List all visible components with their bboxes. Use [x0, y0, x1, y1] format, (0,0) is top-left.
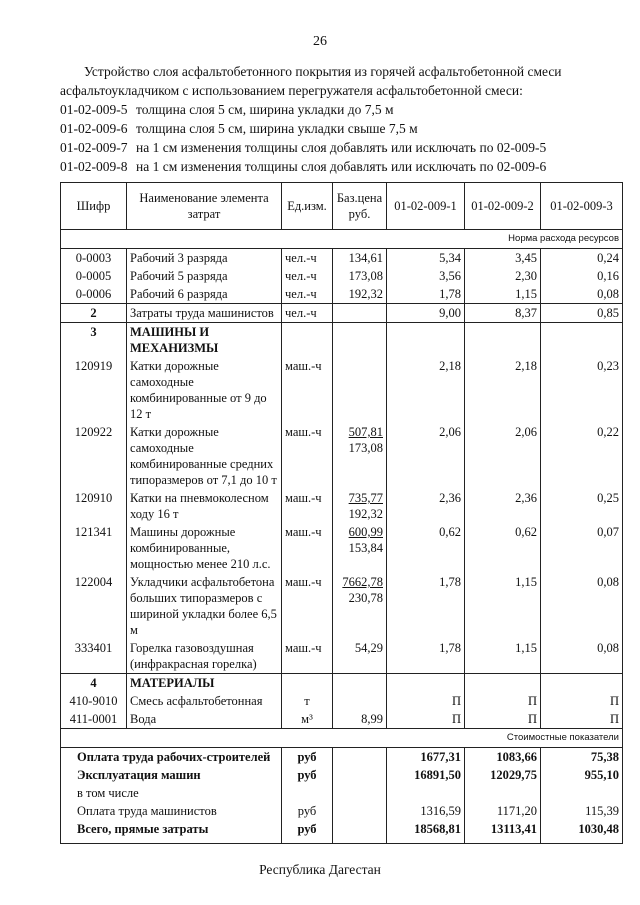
- cell-unit: маш.-ч: [282, 357, 333, 423]
- cell-code: 122004: [61, 573, 127, 639]
- cell-unit: м³: [282, 710, 333, 729]
- cell-code: 333401: [61, 639, 127, 674]
- total-c3: 75,38: [541, 748, 623, 767]
- total-row: [61, 766, 623, 784]
- cell-c2: 8,37: [465, 304, 541, 323]
- cell-unit: маш.-ч: [282, 489, 333, 523]
- cell-price: [333, 304, 387, 323]
- total-row: [61, 748, 623, 767]
- cell-c3: 0,23: [541, 357, 623, 423]
- cell-unit: чел.-ч: [282, 304, 333, 323]
- cell-name: Катки дорожные самоходные комбинированные средних типоразмеров от 7,1 до 10 т: [127, 423, 282, 489]
- header-c2: 01-02-009-2: [465, 183, 541, 230]
- cell-c2: 1,15: [465, 639, 541, 674]
- cell-name: МАШИНЫ И МЕХАНИЗМЫ: [127, 323, 282, 358]
- total-c1: 18568,81: [387, 820, 465, 844]
- header-name: Наименование элемента затрат: [127, 183, 282, 230]
- total-label: Оплата труда машинистов: [61, 802, 282, 820]
- total-c2: [465, 784, 541, 802]
- cell-c2: 3,45: [465, 249, 541, 268]
- total-unit: руб: [282, 766, 333, 784]
- cell-c3: 0,07: [541, 523, 623, 573]
- cell-code: 411-0001: [61, 710, 127, 729]
- total-row: [61, 820, 623, 844]
- page-number: 26: [313, 34, 327, 49]
- table-row: [61, 489, 623, 523]
- cell-c2: 2,30: [465, 267, 541, 285]
- cell-c3: 0,08: [541, 639, 623, 674]
- cell-name: МАТЕРИАЛЫ: [127, 674, 282, 693]
- cell-unit: т: [282, 692, 333, 710]
- cell-price: 192,32: [333, 285, 387, 304]
- cell-name: Катки на пневмоколесном ходу 16 т: [127, 489, 282, 523]
- total-c2: 1171,20: [465, 802, 541, 820]
- cell-c2: 2,06: [465, 423, 541, 489]
- total-c2: 12029,75: [465, 766, 541, 784]
- cell-c1: 2,06: [387, 423, 465, 489]
- code-item: [60, 119, 620, 138]
- cell-name: Рабочий 6 разряда: [127, 285, 282, 304]
- table-row: [61, 267, 623, 285]
- heading-line-1: Устройство слоя асфальтобетонного покрытия из горячей асфальтобетонной смеси: [84, 64, 562, 79]
- code-item: [60, 157, 620, 176]
- header-c1: 01-02-009-1: [387, 183, 465, 230]
- cell-code: 3: [61, 323, 127, 358]
- code-label: 01-02-009-6: [60, 121, 128, 136]
- cell-code: 0-0003: [61, 249, 127, 268]
- cell-name: Катки дорожные самоходные комбинированные от 9 до 12 т: [127, 357, 282, 423]
- total-unit: [282, 784, 333, 802]
- total-c3: [541, 784, 623, 802]
- table-row: [61, 285, 623, 304]
- header-code: Шифр: [61, 183, 127, 230]
- cell-code: 120919: [61, 357, 127, 423]
- cell-unit: маш.-ч: [282, 639, 333, 674]
- cell-price: [333, 357, 387, 423]
- cell-unit: чел.-ч: [282, 285, 333, 304]
- cell-c3: 0,25: [541, 489, 623, 523]
- total-unit: руб: [282, 820, 333, 844]
- cell-price: 600,99 153,84: [333, 523, 387, 573]
- norm-banner: Норма расхода ресурсов: [61, 230, 623, 249]
- code-label: 01-02-009-7: [60, 140, 128, 155]
- cell-c1: 2,36: [387, 489, 465, 523]
- code-label: 01-02-009-5: [60, 102, 128, 117]
- cell-c3: 0,85: [541, 304, 623, 323]
- cell-c1: 9,00: [387, 304, 465, 323]
- table-row: [61, 710, 623, 729]
- table-row: [61, 573, 623, 639]
- cell-code: 4: [61, 674, 127, 693]
- resource-table: [60, 182, 623, 844]
- cell-name: Укладчики асфальтобетона больших типоразмеров с шириной укладки более 6,5 м: [127, 573, 282, 639]
- code-label: 01-02-009-8: [60, 159, 128, 174]
- total-c3: 955,10: [541, 766, 623, 784]
- cell-c3: 0,08: [541, 285, 623, 304]
- cell-code: 410-9010: [61, 692, 127, 710]
- total-label: в том числе: [61, 784, 282, 802]
- code-text: на 1 см изменения толщины слоя добавлять или исключать по 02-009-6: [136, 159, 547, 174]
- cell-c3: 0,22: [541, 423, 623, 489]
- cell-c1: 1,78: [387, 285, 465, 304]
- total-c1: [387, 784, 465, 802]
- cell-c3: 0,24: [541, 249, 623, 268]
- table-row: [61, 423, 623, 489]
- cell-c2: 1,15: [465, 573, 541, 639]
- heading-line-2: асфальтоукладчиком с использованием перегружателя асфальтобетонной смеси:: [60, 83, 523, 98]
- code-text: на 1 см изменения толщины слоя добавлять или исключать по 02-009-5: [136, 140, 547, 155]
- cell-c2: 1,15: [465, 285, 541, 304]
- cell-c1: П: [387, 692, 465, 710]
- section-4-row: [61, 674, 623, 693]
- cell-unit: маш.-ч: [282, 573, 333, 639]
- section-3-row: [61, 323, 623, 358]
- total-row: [61, 784, 623, 802]
- header-c3: 01-02-009-3: [541, 183, 623, 230]
- total-c1: 1316,59: [387, 802, 465, 820]
- cell-code: 120922: [61, 423, 127, 489]
- code-text: толщина слоя 5 см, ширина укладки свыше 7,5 м: [136, 121, 418, 136]
- cell-price: 173,08: [333, 267, 387, 285]
- code-item: [60, 138, 620, 157]
- cell-name: Рабочий 3 разряда: [127, 249, 282, 268]
- cell-price: [333, 692, 387, 710]
- total-label: Всего, прямые затраты: [61, 820, 282, 844]
- table-row: [61, 692, 623, 710]
- code-item: [60, 100, 620, 119]
- cell-code: 121341: [61, 523, 127, 573]
- norm-banner-row: [61, 230, 623, 249]
- cell-name: Вода: [127, 710, 282, 729]
- cell-c2: П: [465, 710, 541, 729]
- header-unit: Ед.изм.: [282, 183, 333, 230]
- cell-c1: 1,78: [387, 573, 465, 639]
- cell-c2: П: [465, 692, 541, 710]
- total-c3: 1030,48: [541, 820, 623, 844]
- table-row: [61, 523, 623, 573]
- section-2-row: [61, 304, 623, 323]
- total-label: Оплата труда рабочих-строителей: [61, 748, 282, 767]
- cell-price: 54,29: [333, 639, 387, 674]
- cost-banner: Стоимостные показатели: [61, 729, 623, 748]
- table-row: [61, 357, 623, 423]
- cell-c1: П: [387, 710, 465, 729]
- code-text: толщина слоя 5 см, ширина укладки до 7,5 м: [136, 102, 394, 117]
- cell-code: 120910: [61, 489, 127, 523]
- cell-c3: 0,16: [541, 267, 623, 285]
- cell-c2: 2,36: [465, 489, 541, 523]
- cell-price: 134,61: [333, 249, 387, 268]
- cell-name: Машины дорожные комбинированные, мощностью менее 210 л.с.: [127, 523, 282, 573]
- table-row: [61, 639, 623, 674]
- total-c2: 13113,41: [465, 820, 541, 844]
- cell-code: 0-0005: [61, 267, 127, 285]
- cell-price: 8,99: [333, 710, 387, 729]
- cell-code: 2: [61, 304, 127, 323]
- cell-price: 735,77 192,32: [333, 489, 387, 523]
- cell-name: Смесь асфальтобетонная: [127, 692, 282, 710]
- total-c3: 115,39: [541, 802, 623, 820]
- cell-c1: 0,62: [387, 523, 465, 573]
- total-unit: руб: [282, 802, 333, 820]
- cell-name: Затраты труда машинистов: [127, 304, 282, 323]
- cell-c2: 0,62: [465, 523, 541, 573]
- cell-unit: маш.-ч: [282, 423, 333, 489]
- cell-c3: П: [541, 692, 623, 710]
- cell-c1: 1,78: [387, 639, 465, 674]
- cell-code: 0-0006: [61, 285, 127, 304]
- cell-price: 507,81 173,08: [333, 423, 387, 489]
- footer-region: Республика Дагестан: [259, 862, 381, 877]
- total-c1: 16891,50: [387, 766, 465, 784]
- cell-price: 7662,78 230,78: [333, 573, 387, 639]
- total-label: Эксплуатация машин: [61, 766, 282, 784]
- header-price: Баз.цена руб.: [333, 183, 387, 230]
- total-row: [61, 802, 623, 820]
- table-row: [61, 249, 623, 268]
- code-list: [60, 100, 620, 176]
- cell-c2: 2,18: [465, 357, 541, 423]
- cost-banner-row: [61, 729, 623, 748]
- table-header-row: [61, 183, 623, 230]
- cell-name: Горелка газовоздушная (инфракрасная горелка): [127, 639, 282, 674]
- total-unit: руб: [282, 748, 333, 767]
- total-c1: 1677,31: [387, 748, 465, 767]
- document-heading: [60, 62, 600, 100]
- cell-c3: 0,08: [541, 573, 623, 639]
- cell-unit: чел.-ч: [282, 267, 333, 285]
- cell-unit: чел.-ч: [282, 249, 333, 268]
- cell-name: Рабочий 5 разряда: [127, 267, 282, 285]
- cell-c1: 3,56: [387, 267, 465, 285]
- cell-c1: 2,18: [387, 357, 465, 423]
- cell-c3: П: [541, 710, 623, 729]
- total-c2: 1083,66: [465, 748, 541, 767]
- cell-unit: маш.-ч: [282, 523, 333, 573]
- cell-c1: 5,34: [387, 249, 465, 268]
